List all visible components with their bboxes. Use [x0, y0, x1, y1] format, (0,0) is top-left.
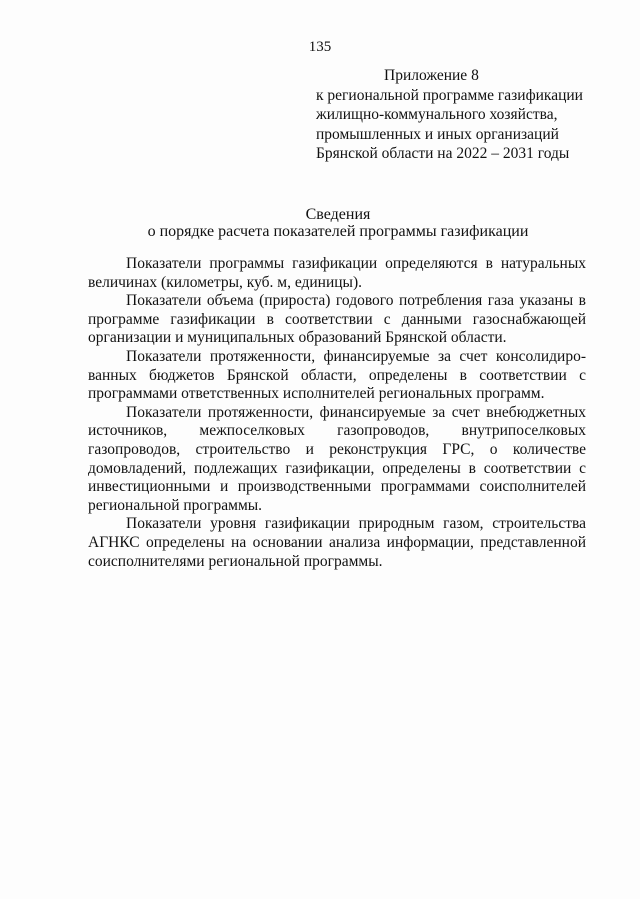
document-subheading: о порядке расчета показателей программы газификации: [147, 223, 529, 240]
paragraph: Показатели протяженности, финансируемые за счет консолидированных бюджетов Брянской области, определены в соответствии с программами ответственных исполнителей региональных программ.: [88, 347, 586, 403]
document-heading: Сведения: [305, 206, 371, 223]
document-body: [88, 255, 586, 571]
page-number: 135: [308, 39, 332, 55]
paragraph: Показатели уровня газификации природным газом, строительства АГНКС определены на основании анализа информации, представленной соисполнителями региональной программы.: [88, 515, 586, 570]
appendix-line: жилищно-коммунального хозяйства,: [316, 106, 558, 123]
appendix-line: промышленных и иных организаций: [316, 125, 559, 143]
appendix-title: Приложение 8: [384, 67, 479, 84]
appendix-line: к региональной программе газификации: [316, 86, 583, 104]
paragraph: Показатели программы газификации определяются в натуральных величинах (километры, куб. м, единицы).: [88, 255, 586, 291]
appendix-header: [316, 66, 616, 164]
paragraph: Показатели протяженности, финансируемые за счет внебюджетных источников, межпоселковых газопроводов, внутрипоселковых газопроводов, строительство и реконструкция ГРС, о количестве домовладений, подлежащих газификации, определены в соответствии с инвестиционными и производственными программами соисполнителей региональной программы.: [88, 403, 586, 514]
paragraph: Показатели объема (прироста) годового потребления газа указаны в программе газификации в соответствии с данными газоснабжающей организации и муниципальных образований Брянской области.: [88, 292, 586, 347]
appendix-line: Брянской области на 2022 – 2031 годы: [316, 145, 570, 162]
